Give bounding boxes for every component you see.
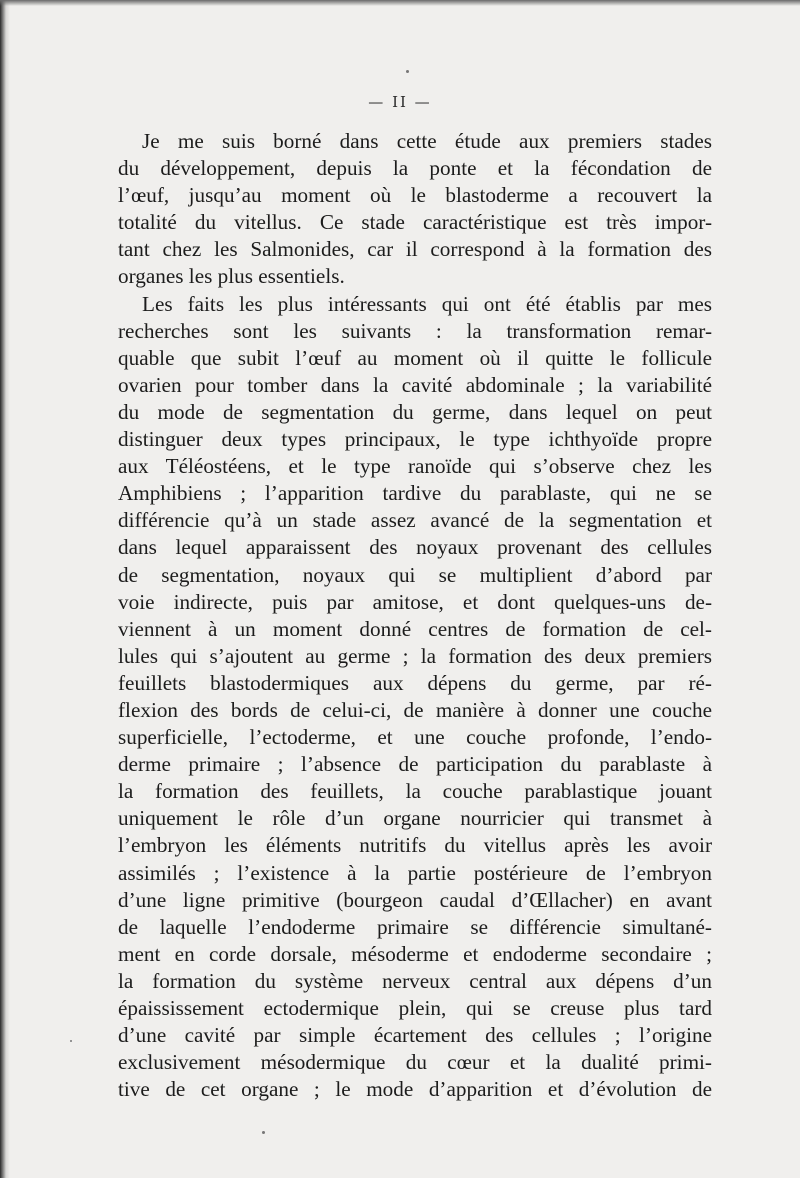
text-line: superficielle, l’ectoderme, et une couche profonde, l’endo- bbox=[118, 725, 712, 750]
text-line: de laquelle l’endoderme primaire se différencie simultané- bbox=[118, 914, 712, 939]
text-line: Je me suis borné dans cette étude aux premiers stades bbox=[142, 129, 712, 153]
text-line: du développement, depuis la ponte et la fécondation de bbox=[118, 156, 712, 181]
text-line: aux Téléostéens, et le type ranoïde qui s’observe chez les bbox=[118, 454, 712, 479]
text-line: d’une cavité par simple écartement des cellules ; l’origine bbox=[118, 1023, 712, 1048]
paper-speck bbox=[70, 1040, 72, 1042]
text-line: tant chez les Salmonides, car il correspond à la formation des bbox=[118, 237, 712, 262]
text-line: ovarien pour tomber dans la cavité abdominale ; la variabilité bbox=[118, 372, 712, 397]
text-line: feuillets blastodermiques aux dépens du germe, par ré- bbox=[118, 670, 712, 695]
text-line: Les faits les plus intéressants qui ont été établis par mes bbox=[142, 291, 712, 316]
text-line: uniquement le rôle d’un organe nourricier qui transmet à bbox=[118, 806, 712, 831]
text-line: recherches sont les suivants : la transformation remar- bbox=[118, 318, 712, 343]
text-line: dans lequel apparaissent des noyaux provenant des cellules bbox=[118, 535, 712, 560]
text-line: organes les plus essentiels. bbox=[118, 264, 345, 289]
text-line: du mode de segmentation du germe, dans lequel on peut bbox=[118, 399, 712, 424]
text-line: Amphibiens ; l’apparition tardive du parablaste, qui ne se bbox=[118, 481, 712, 506]
text-line: l’embryon les éléments nutritifs du vitellus après les avoir bbox=[118, 833, 712, 858]
paper-speck bbox=[406, 70, 409, 73]
text-line: quable que subit l’œuf au moment où il quitte le follicule bbox=[118, 345, 712, 370]
text-line: voie indirecte, puis par amitose, et dont quelques-uns de- bbox=[118, 589, 712, 614]
text-line: assimilés ; l’existence à la partie postérieure de l’embryon bbox=[118, 860, 712, 885]
text-line: viennent à un moment donné centres de formation de cel- bbox=[118, 616, 712, 641]
text-line: exclusivement mésodermique du cœur et la dualité primi- bbox=[118, 1050, 712, 1075]
text-line: lules qui s’ajoutent au germe ; la formation des deux premiers bbox=[118, 643, 712, 668]
text-line: d’une ligne primitive (bourgeon caudal d’Œllacher) en avant bbox=[118, 887, 712, 912]
text-line: flexion des bords de celui-ci, de manière à donner une couche bbox=[118, 697, 712, 722]
paragraph-1 bbox=[118, 128, 712, 291]
text-line: l’œuf, jusqu’au moment où le blastoderme a recouvert la bbox=[118, 183, 712, 208]
text-line: derme primaire ; l’absence de participation du parablaste à bbox=[118, 752, 712, 777]
text-line: distinguer deux types principaux, le type ichthyoïde propre bbox=[118, 427, 712, 452]
text-line: de segmentation, noyaux qui se multiplient d’abord par bbox=[118, 562, 712, 587]
text-line: différencie qu’à un stade assez avancé de la segmentation et bbox=[118, 508, 712, 533]
text-line: tive de cet organe ; le mode d’apparition et d’évolution de bbox=[118, 1077, 712, 1102]
body-text bbox=[118, 128, 712, 1103]
text-line: la formation des feuillets, la couche parablastique jouant bbox=[118, 779, 712, 804]
paper-speck bbox=[262, 1131, 265, 1134]
text-line: épaississement ectodermique plein, qui se creuse plus tard bbox=[118, 996, 712, 1020]
text-line: la formation du système nerveux central aux dépens d’un bbox=[118, 968, 712, 993]
page-number: — II — bbox=[368, 93, 432, 111]
text-line: totalité du vitellus. Ce stade caractéristique est très impor- bbox=[118, 210, 712, 235]
paragraph-2 bbox=[118, 291, 712, 1104]
text-line: ment en corde dorsale, mésoderme et endoderme secondaire ; bbox=[118, 941, 712, 966]
